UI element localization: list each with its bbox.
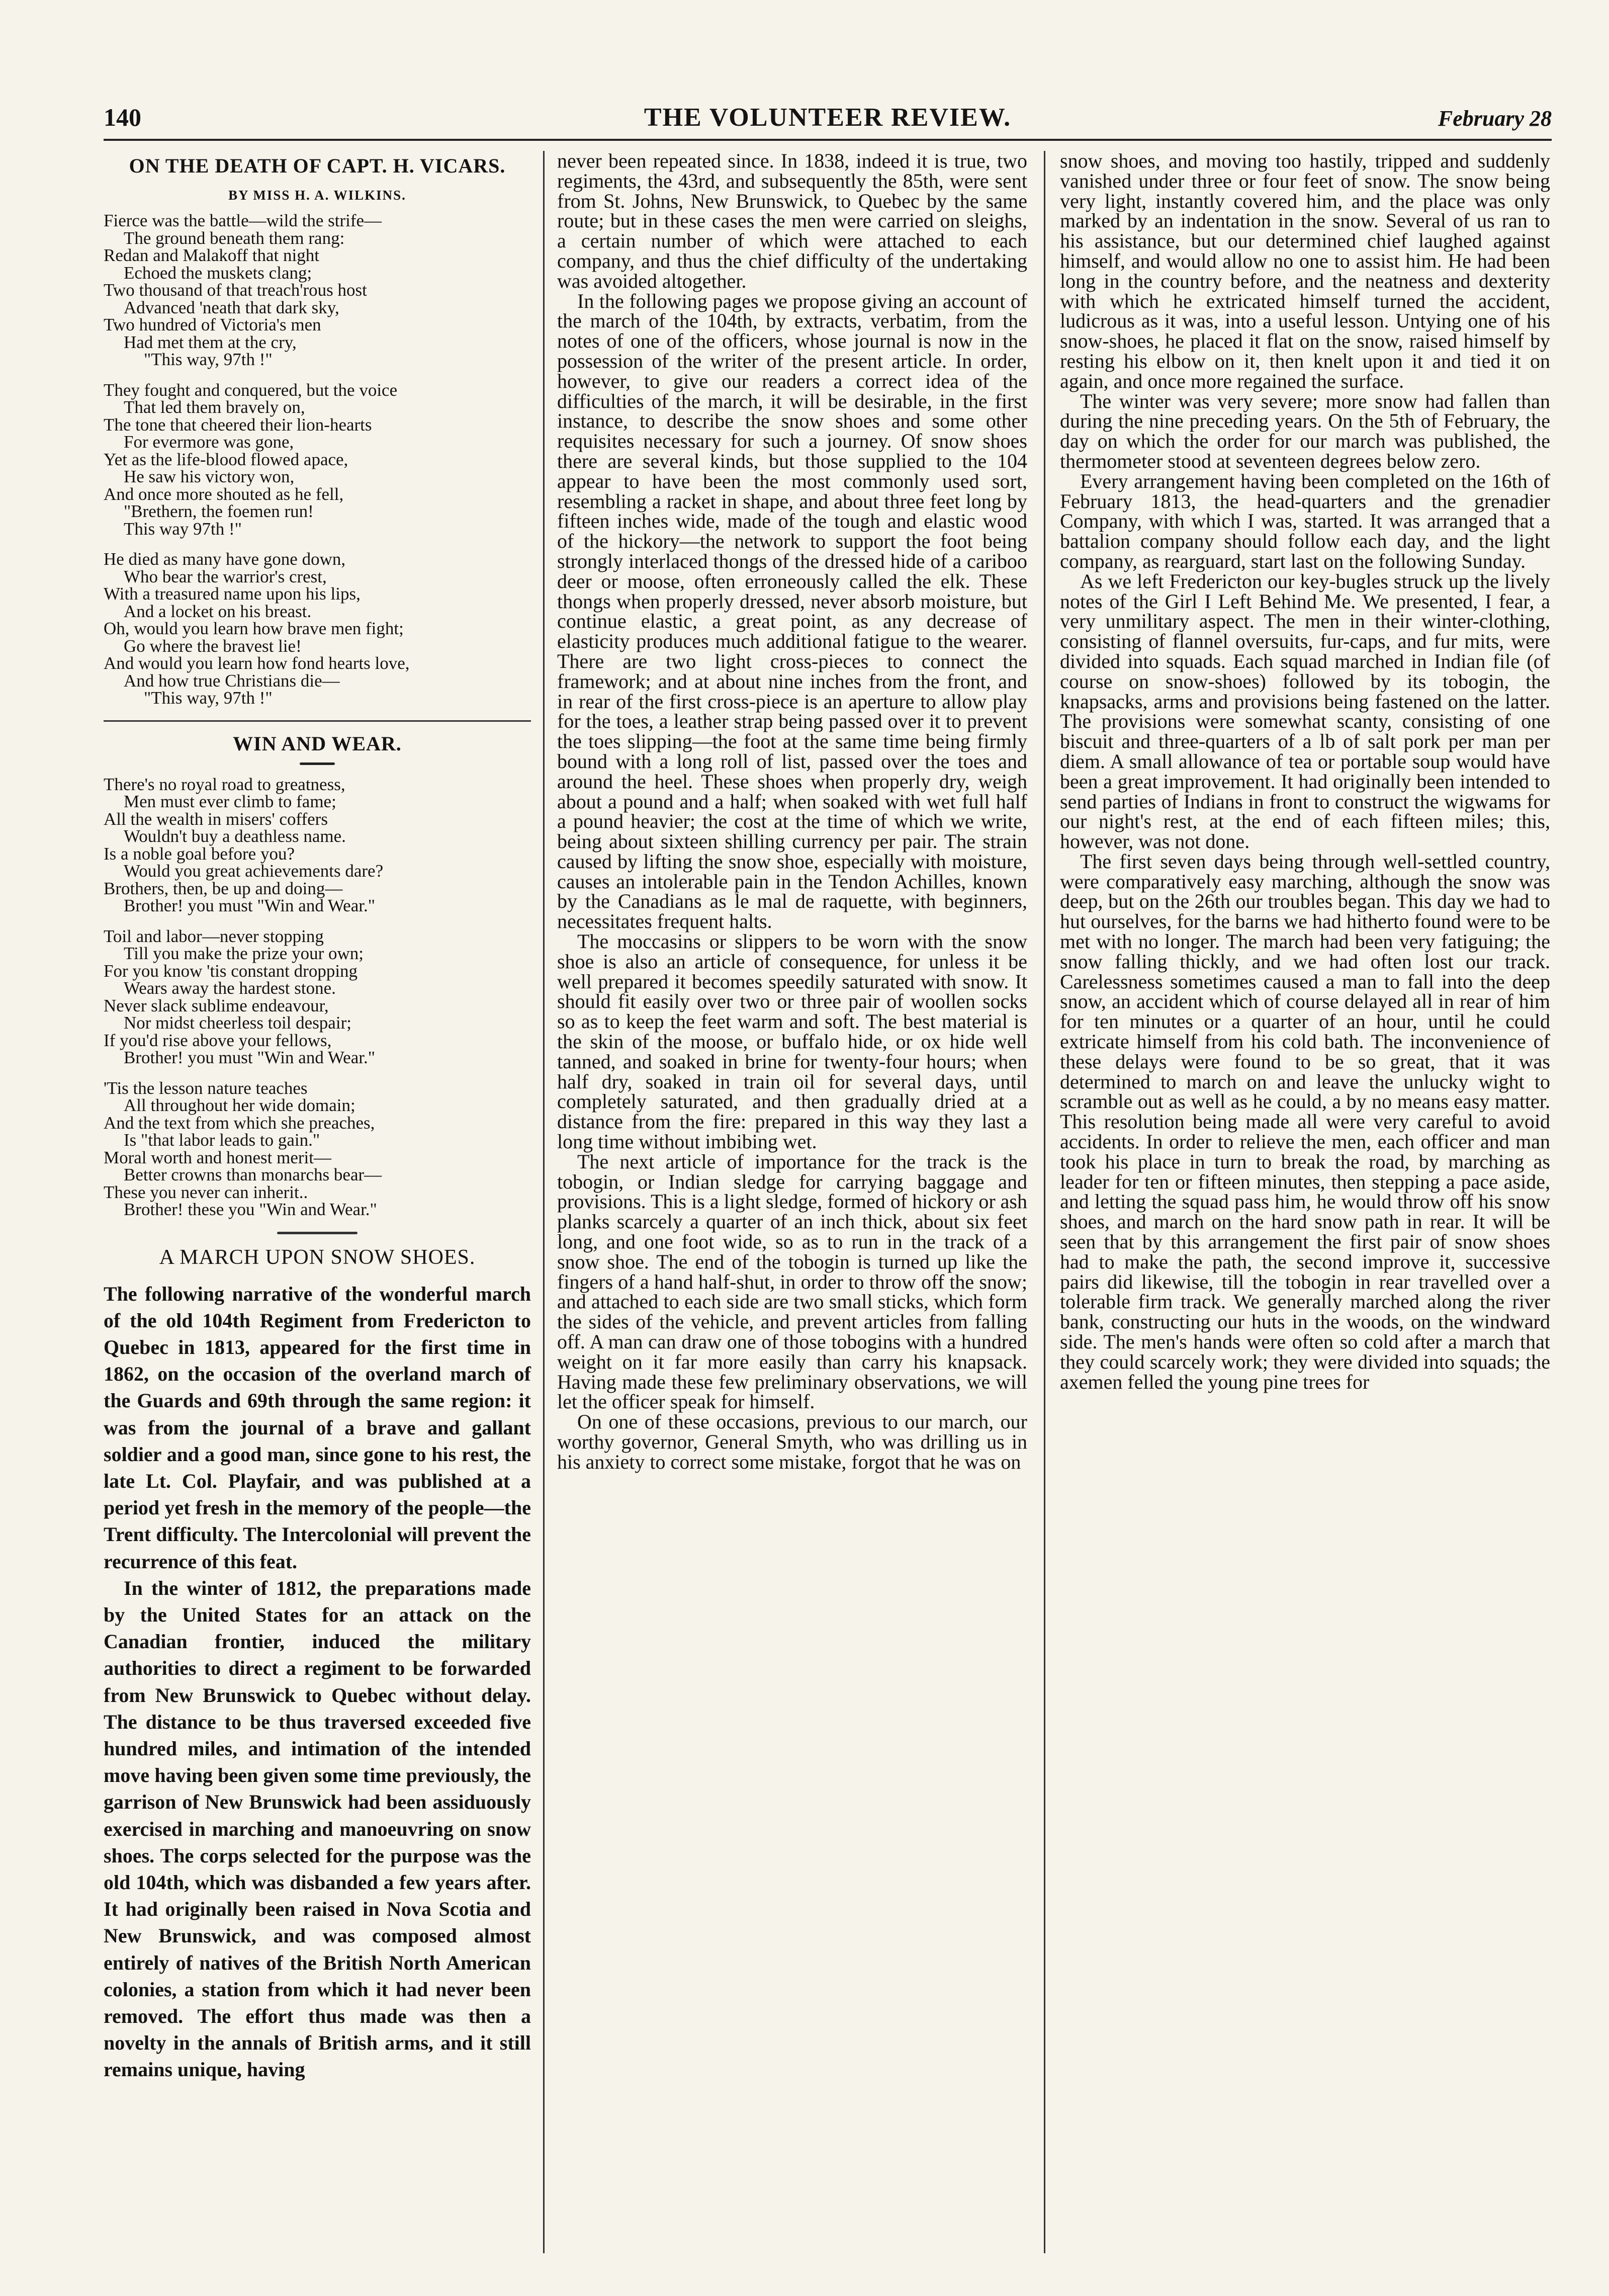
poem-stanza xyxy=(104,212,531,369)
section-rule xyxy=(104,720,531,722)
poem-line: If you'd rise above your fellows, xyxy=(104,1030,332,1050)
poem-stanza xyxy=(104,382,531,538)
poem-line: Is a noble goal before you? xyxy=(104,843,295,864)
column-3 xyxy=(1060,151,1550,1392)
poem-line: Brother! you must "Win and Wear." xyxy=(124,896,375,915)
poem-line: Brothers, then, be up and doing— xyxy=(104,878,343,898)
article-lead-paragraph: The following narrative of the wonderful march of the old 104th Regiment from Fredericton to Quebec in 1813, appeared for the first time in 1862, on the occasion of the overland march of the Guards and 69th through the same region: it was from the journal of a brave and gallant soldier and a good man, since gone to his rest, the late Lt. Col. Playfair, and was published at a period yet fresh in the memory of the people—the Trent difficulty. The Intercolonial will prevent the recurrence of this feat. xyxy=(104,1282,531,1573)
poem-line: Yet as the life-blood flowed apace, xyxy=(104,449,348,469)
poem-line: Is "that labor leads to gain." xyxy=(124,1130,320,1150)
poem-line: All throughout her wide domain; xyxy=(124,1095,355,1115)
poem-line: These you never can inherit.. xyxy=(104,1182,308,1202)
article-paragraph: In the following pages we propose giving an account of the march of the 104th, by extracts, verbatim, from the notes of one of the officers, whose journal is now in the possession of the writer of the present article. In order, however, to give our readers a correct idea of the difficulties of the march, it will be desirable, in the first instance, to describe the snow shoes and some other requisites necessary for such a journey. Of snow shoes there are several kinds, but those supplied to the 104 appear to have been the most commonly used sort, resembling a racket in shape, and about three feet long by fifteen inches wide, made of the tough and elastic wood of the hickory—the network to support the foot being strongly interlaced thongs of the dressed hide of a cariboo deer or moose, often erroneously called the elk. These thongs when properly dressed, never absorb moisture, but continue elastic, a great point, as any decrease of elasticity produces much additional fatigue to the wearer. There are two light cross-pieces to connect the framework; and at about nine inches from the front, and in rear of the first cross-piece is an aperture to allow play for the toes, a leather strap being passed over it to prevent the toes slipping—the foot at the same time being firmly bound with a long roll of list, passed over the toes and around the heel. These shoes when properly dry, weigh about a pound and a half; when soaked with wet full half a pound heavier; the cost at the time of which we write, being about sixteen shilling currency per pair. The strain caused by lifting the snow shoe, especially with moisture, causes an intolerable pain in the Tendon Achilles, known by the Canadians as le mal de raquette, with beginners, necessitates frequent halts. xyxy=(557,289,1027,933)
poem-stanza xyxy=(104,776,531,915)
poem-line: And how true Christians die— xyxy=(124,670,340,691)
poem-line: All the wealth in misers' coffers xyxy=(104,809,328,829)
article-paragraph: snow shoes, and moving too hastily, tripped and suddenly vanished under three or four feet of snow. The snow being very light, instantly covered him, and the place was only marked by an indentation in the snow. Several of us ran to his assistance, but our determined chief laughed against himself, and would allow no one to assist him. He had been long in the country before, and the neatness and dexterity with which he extricated himself turned the accident, ludicrous as it was, into a useful lesson. Untying one of his snow-shoes, he placed it flat on the snow, raised himself by resting his elbow on it, then knelt upon it and tied it on again, and once more regained the surface. xyxy=(1060,149,1550,392)
poem-line: Wears away the hardest stone. xyxy=(124,978,336,998)
poem-line: Till you make the prize your own; xyxy=(124,944,364,963)
poem-line: With a treasured name upon his lips, xyxy=(104,584,361,604)
poem-title-vicars: ON THE DEATH OF CAPT. H. VICARS. xyxy=(129,154,506,177)
poem-line: Toil and labor—never stopping xyxy=(104,926,324,946)
poem-line: The tone that cheered their lion-hearts xyxy=(104,414,372,435)
poem-body-win-and-wear xyxy=(104,776,531,1219)
poem-line: "This way, 97th !" xyxy=(144,688,273,708)
poem-line: And the text from which she preaches, xyxy=(104,1113,375,1133)
poem-line: For evermore was gone, xyxy=(124,432,294,452)
poem-line: Moral worth and honest merit— xyxy=(104,1147,331,1167)
article-title: A MARCH UPON SNOW SHOES. xyxy=(159,1245,476,1269)
poem-line: "Brethern, the foemen run! xyxy=(124,501,314,521)
poem-line: Two thousand of that treach'rous host xyxy=(104,280,367,300)
poem-line: Brother! these you "Win and Wear." xyxy=(124,1200,377,1219)
end-ornament-rule xyxy=(277,1232,357,1234)
poem-line: This way 97th !" xyxy=(124,519,242,539)
column-1 xyxy=(104,151,531,2083)
poem-line: And once more shouted as he fell, xyxy=(104,484,344,504)
poem-line: There's no royal road to greatness, xyxy=(104,774,345,794)
poem-line: Never slack sublime endeavour, xyxy=(104,995,329,1015)
article-col1-text xyxy=(104,1575,531,2083)
poem-stanza xyxy=(104,1080,531,1219)
poem-line: Fierce was the battle—wild the strife— xyxy=(104,211,382,230)
poem-line: Echoed the muskets clang; xyxy=(124,263,312,283)
poem-line: Who bear the warrior's crest, xyxy=(124,566,327,586)
article-paragraph: Every arrangement having been completed on the 16th of February 1813, the head-quarters and the grenadier Company, with which I was, started. It was arranged that a battalion company should follow each day, and the light company, as rearguard, start last on the following Sunday. xyxy=(1060,469,1550,572)
running-title: THE VOLUNTEER REVIEW. xyxy=(644,103,1012,132)
poem-line: Advanced 'neath that dark sky, xyxy=(124,297,339,317)
poem-line: "This way, 97th !" xyxy=(144,350,273,369)
poem-line: Better crowns than monarchs bear— xyxy=(124,1165,382,1184)
article-paragraph: The next article of importance for the track is the tobogin, or Indian sledge for carrying baggage and provisions. This is a light sledge, formed of hickory or ash planks scarcely a quarter of an inch thick, about six feet long, and one foot wide, so as to run in the track of a snow shoe. The end of the tobogin is turned up like the fingers of a hand half-shut, in order to throw off the snow; and attached to each side are two small sticks, which form the sides of the vehicle, and prevent articles from falling off. A man can draw one of those tobogins with a hundred weight on it far more easily than carry his knapsack. Having made these few preliminary observations, we will let the officer speak for himself. xyxy=(557,1150,1027,1413)
poem-line: He saw his victory won, xyxy=(124,467,295,486)
poem-line: Would you great achievements dare? xyxy=(124,861,384,881)
poem-line: Men must ever climb to fame; xyxy=(124,792,336,811)
poem-line: 'Tis the lesson nature teaches xyxy=(104,1078,308,1098)
poem-line: Nor midst cheerless toil despair; xyxy=(124,1013,351,1033)
poem-line: Redan and Malakoff that night xyxy=(104,245,319,265)
poem-line: And a locket on his breast. xyxy=(124,601,312,621)
article-paragraph: In the winter of 1812, the preparations made by the United States for an attack on the Canadian frontier, induced the military authorities to direct a regiment to be forwarded from New Brunswick to Quebec without delay. The distance to be thus traversed exceeded five hundred miles, and intimation of the intended move having been given some time previously, the garrison of New Brunswick had been assiduously exercised in marching and manoeuvring on snow shoes. The corps selected for the purpose was the old 104th, which was disbanded a few years after. It had originally been raised in Nova Scotia and New Brunswick, and was composed almost entirely of natives of the British North American colonies, a station from which it had never been removed. The effort thus made was then a novelty in the annals of British arms, and it still remains unique, having xyxy=(104,1576,531,2081)
article-paragraph: never been repeated since. In 1838, indeed it is true, two regiments, the 43rd, and subsequently the 85th, were sent from St. Johns, New Brunswick, to Quebec by the same route; but in these cases the men were carried on sleighs, a certain number of which were attached to each company, and thus the chief difficulty of the undertaking was avoided altogether. xyxy=(557,149,1027,292)
poem-line: For you know 'tis constant dropping xyxy=(104,961,358,981)
poem-line: Brother! you must "Win and Wear." xyxy=(124,1048,375,1067)
poem-author-vicars: BY MISS H. A. WILKINS. xyxy=(228,188,406,203)
poem-line: The ground beneath them rang: xyxy=(124,228,345,248)
article-paragraph: The first seven days being through well-settled country, were comparatively easy marching, although the snow was deep, but on the 26th our troubles began. This day we had to hut ourselves, for the barns we had hitherto found were to be met with no longer. The march had been very fatiguing; the snow falling thickly, and we had often lost our track. Carelessness sometimes caused a man to fall into the deep snow, an accident which of course delayed all in rear of him for ten minutes or a quarter of an hour, until he could extricate himself from his cold bath. The inconvenience of these delays were found to be so great, that it was determined to march on and leave the unlucky wight to scramble out as well as he could, a by no means easy matter. This resolution being made all were very careful to avoid accidents. In order to relieve the men, each officer and man took his place in turn to break the road, by marching as leader for ten or fifteen minutes, then stepping a pace aside, and letting the squad pass him, he would throw off his snow shoes, and march on the hard snow path in rear. It will be seen that by this arrangement the first pair of snow shoes had to make the path, the second improve it, successive pairs did likewise, till the tobogin in rear travelled over a tolerable firm track. We generally marched along the river bank, constructing our huts in the woods, on the windward side. The men's hands were often so cold after a march that they could scarcely work; they were divided into squads; the axemen felled the young pine trees for xyxy=(1060,849,1550,1393)
poem-body-vicars xyxy=(104,212,531,707)
poem-line: He died as many have gone down, xyxy=(104,549,346,569)
poem-line: Two hundred of Victoria's men xyxy=(104,315,321,334)
poem-line: Oh, would you learn how brave men fight; xyxy=(104,619,404,638)
column-2 xyxy=(557,151,1027,1472)
title-underline xyxy=(300,762,335,765)
poem-stanza xyxy=(104,551,531,707)
poem-title-win-and-wear: WIN AND WEAR. xyxy=(233,732,402,755)
running-date: February 28 xyxy=(1438,106,1552,131)
running-header xyxy=(104,99,1552,141)
poem-line: Go where the bravest lie! xyxy=(124,636,302,656)
article-paragraph: The moccasins or slippers to be worn with the snow shoe is also an article of consequence, for unless it be well prepared it becomes speedily saturated with snow. It should fit easily over two or three pair of woollen socks so as to keep the feet warm and soft. The best material is the skin of the moose, or buffalo hide, or ox hide well tanned, and soaked in brine for twenty-four hours; when half dry, soaked in train oil for several days, until completely saturated, and then gradually dried at a distance from the fire: prepared in this way they last a long time without imbibing wet. xyxy=(557,930,1027,1153)
poem-line: That led them bravely on, xyxy=(124,397,305,417)
article-col2-text xyxy=(557,151,1027,1472)
article-paragraph: The winter was very severe; more snow had fallen than during the nine preceding years. On the 5th of February, the day on which the order for our march was published, the thermometer stood at seventeen degrees below zero. xyxy=(1060,389,1550,472)
poem-line: Had met them at the cry, xyxy=(124,332,297,352)
poem-line: And would you learn how fond hearts love, xyxy=(104,653,410,673)
poem-line: Wouldn't buy a deathless name. xyxy=(124,826,346,846)
article-paragraph: As we left Fredericton our key-bugles struck up the lively notes of the Girl I Left Behind Me. We presented, I fear, a very unmilitary aspect. The men in their winter-clothing, consisting of flannel oversuits, fur-caps, and fur mits, were divided into squads. Each squad marched in Indian file (of course on snow-shoes) followed by its tobogin, the knapsacks, arms and provisions being fastened on the latter. The provisions were somewhat scanty, consisting of one biscuit and three-quarters of a lb of salt pork per man per diem. A small allowance of tea or portable soup would have been a great improvement. It had originally been intended to send parties of Indians in front to construct the wigwams for our night's rest, at the end of each fifteen miles; this, however, was not done. xyxy=(1060,569,1550,853)
column-rule-1 xyxy=(543,151,545,2253)
article-paragraph: On one of these occasions, previous to our march, our worthy governor, General Smyth, who was drilling us in his anxiety to correct some mistake, forgot that he was on xyxy=(557,1410,1027,1473)
column-rule-2 xyxy=(1044,151,1045,2253)
article-col3-text xyxy=(1060,151,1550,1392)
poem-stanza xyxy=(104,928,531,1067)
page-number: 140 xyxy=(104,103,141,131)
poem-line: They fought and conquered, but the voice xyxy=(104,380,398,400)
